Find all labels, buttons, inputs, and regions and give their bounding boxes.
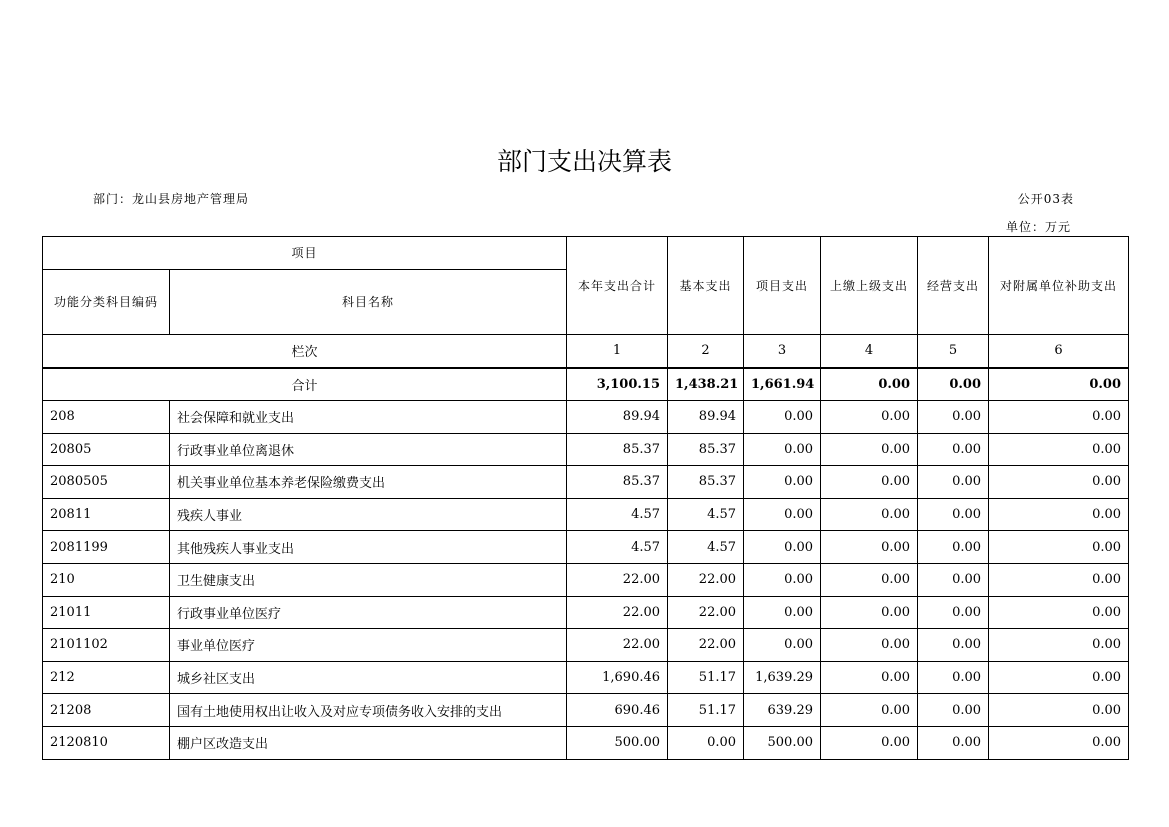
- row-value: 0.00: [821, 694, 918, 727]
- row-value: 0.00: [918, 531, 989, 564]
- row-value: 0.00: [744, 466, 821, 499]
- row-name: 行政事业单位医疗: [170, 596, 567, 629]
- row-value: 639.29: [744, 694, 821, 727]
- row-value: 0.00: [918, 726, 989, 759]
- row-value: 0.00: [744, 596, 821, 629]
- row-value: 0.00: [744, 433, 821, 466]
- row-code: 208: [43, 401, 170, 434]
- expenditure-table: [42, 236, 1129, 760]
- row-value: 0.00: [668, 726, 744, 759]
- sum-value: 0.00: [989, 368, 1129, 401]
- row-value: 0.00: [989, 629, 1129, 662]
- header-item: 项目: [43, 237, 567, 270]
- row-value: 690.46: [567, 694, 668, 727]
- row-value: 51.17: [668, 694, 744, 727]
- row-value: 89.94: [567, 401, 668, 434]
- table-row: [43, 498, 1129, 531]
- row-value: 0.00: [821, 596, 918, 629]
- column-index: 3: [744, 335, 821, 368]
- row-value: 0.00: [989, 433, 1129, 466]
- column-index-row: [43, 335, 1129, 368]
- row-code: 2101102: [43, 629, 170, 662]
- row-value: 22.00: [567, 596, 668, 629]
- sum-value: 1,438.21: [668, 368, 744, 401]
- row-value: 0.00: [989, 498, 1129, 531]
- row-value: 85.37: [668, 466, 744, 499]
- row-value: 0.00: [918, 466, 989, 499]
- row-value: 85.37: [668, 433, 744, 466]
- header-total: 本年支出合计: [567, 237, 668, 335]
- row-value: 0.00: [744, 629, 821, 662]
- column-index: 5: [918, 335, 989, 368]
- form-number: 公开03表: [1017, 192, 1074, 206]
- row-value: 4.57: [567, 531, 668, 564]
- row-value: 22.00: [567, 563, 668, 596]
- row-value: 0.00: [821, 498, 918, 531]
- table-row: [43, 661, 1129, 694]
- sum-value: 0.00: [918, 368, 989, 401]
- row-value: 500.00: [567, 726, 668, 759]
- row-value: 0.00: [918, 563, 989, 596]
- row-code: 20811: [43, 498, 170, 531]
- row-value: 4.57: [567, 498, 668, 531]
- row-value: 0.00: [821, 531, 918, 564]
- row-value: 1,690.46: [567, 661, 668, 694]
- row-name: 卫生健康支出: [170, 563, 567, 596]
- row-value: 0.00: [744, 531, 821, 564]
- row-value: 0.00: [989, 563, 1129, 596]
- table-row: [43, 596, 1129, 629]
- header-name: 科目名称: [170, 270, 567, 335]
- row-name: 社会保障和就业支出: [170, 401, 567, 434]
- sum-value: 3,100.15: [567, 368, 668, 401]
- row-value: 0.00: [918, 596, 989, 629]
- row-value: 500.00: [744, 726, 821, 759]
- row-value: 0.00: [989, 726, 1129, 759]
- row-code: 21011: [43, 596, 170, 629]
- row-value: 0.00: [744, 563, 821, 596]
- row-value: 0.00: [821, 433, 918, 466]
- table-row: [43, 433, 1129, 466]
- column-index: 6: [989, 335, 1129, 368]
- row-name: 事业单位医疗: [170, 629, 567, 662]
- header-upper: 上缴上级支出: [821, 237, 918, 335]
- row-value: 0.00: [989, 661, 1129, 694]
- row-value: 0.00: [821, 466, 918, 499]
- row-value: 22.00: [668, 629, 744, 662]
- sum-row: [43, 368, 1129, 401]
- table-row: [43, 694, 1129, 727]
- row-value: 0.00: [821, 629, 918, 662]
- row-value: 22.00: [567, 629, 668, 662]
- table-row: [43, 726, 1129, 759]
- row-value: 0.00: [821, 401, 918, 434]
- row-value: 4.57: [668, 498, 744, 531]
- row-value: 0.00: [918, 433, 989, 466]
- row-name: 机关事业单位基本养老保险缴费支出: [170, 466, 567, 499]
- header-subsidy: 对附属单位补助支出: [989, 237, 1129, 335]
- row-value: 0.00: [918, 401, 989, 434]
- row-code: 21208: [43, 694, 170, 727]
- row-name: 棚户区改造支出: [170, 726, 567, 759]
- row-value: 0.00: [744, 498, 821, 531]
- row-code: 212: [43, 661, 170, 694]
- column-index: 2: [668, 335, 744, 368]
- row-value: 1,639.29: [744, 661, 821, 694]
- sum-value: 0.00: [821, 368, 918, 401]
- row-value: 0.00: [989, 596, 1129, 629]
- row-name: 其他残疾人事业支出: [170, 531, 567, 564]
- row-value: 51.17: [668, 661, 744, 694]
- row-value: 85.37: [567, 433, 668, 466]
- row-code: 2080505: [43, 466, 170, 499]
- row-value: 0.00: [918, 498, 989, 531]
- row-name: 国有土地使用权出让收入及对应专项债务收入安排的支出: [170, 694, 567, 727]
- table-row: [43, 466, 1129, 499]
- row-value: 0.00: [821, 661, 918, 694]
- table-row: [43, 401, 1129, 434]
- row-value: 22.00: [668, 563, 744, 596]
- sum-value: 1,661.94: [744, 368, 821, 401]
- row-value: 4.57: [668, 531, 744, 564]
- header-project: 项目支出: [744, 237, 821, 335]
- page-title: 部门支出决算表: [496, 147, 672, 176]
- row-name: 残疾人事业: [170, 498, 567, 531]
- column-index-label: 栏次: [43, 335, 567, 368]
- row-value: 0.00: [989, 466, 1129, 499]
- row-value: 0.00: [821, 726, 918, 759]
- row-value: 0.00: [918, 661, 989, 694]
- row-code: 2081199: [43, 531, 170, 564]
- department-label: 部门：龙山县房地产管理局: [93, 192, 250, 206]
- row-value: 85.37: [567, 466, 668, 499]
- row-value: 0.00: [989, 531, 1129, 564]
- header-business: 经营支出: [918, 237, 989, 335]
- header-basic: 基本支出: [668, 237, 744, 335]
- row-code: 210: [43, 563, 170, 596]
- row-value: 0.00: [744, 401, 821, 434]
- row-value: 89.94: [668, 401, 744, 434]
- row-value: 0.00: [918, 694, 989, 727]
- column-index: 1: [567, 335, 668, 368]
- row-value: 0.00: [989, 401, 1129, 434]
- column-index: 4: [821, 335, 918, 368]
- row-value: 0.00: [918, 629, 989, 662]
- table-row: [43, 531, 1129, 564]
- row-code: 2120810: [43, 726, 170, 759]
- row-value: 0.00: [989, 694, 1129, 727]
- sum-label: 合计: [43, 368, 567, 401]
- row-value: 0.00: [821, 563, 918, 596]
- row-code: 20805: [43, 433, 170, 466]
- unit-label: 单位：万元: [1005, 220, 1071, 234]
- row-name: 行政事业单位离退休: [170, 433, 567, 466]
- table-row: [43, 563, 1129, 596]
- header-code: 功能分类科目编码: [43, 270, 170, 335]
- table-row: [43, 629, 1129, 662]
- row-name: 城乡社区支出: [170, 661, 567, 694]
- row-value: 22.00: [668, 596, 744, 629]
